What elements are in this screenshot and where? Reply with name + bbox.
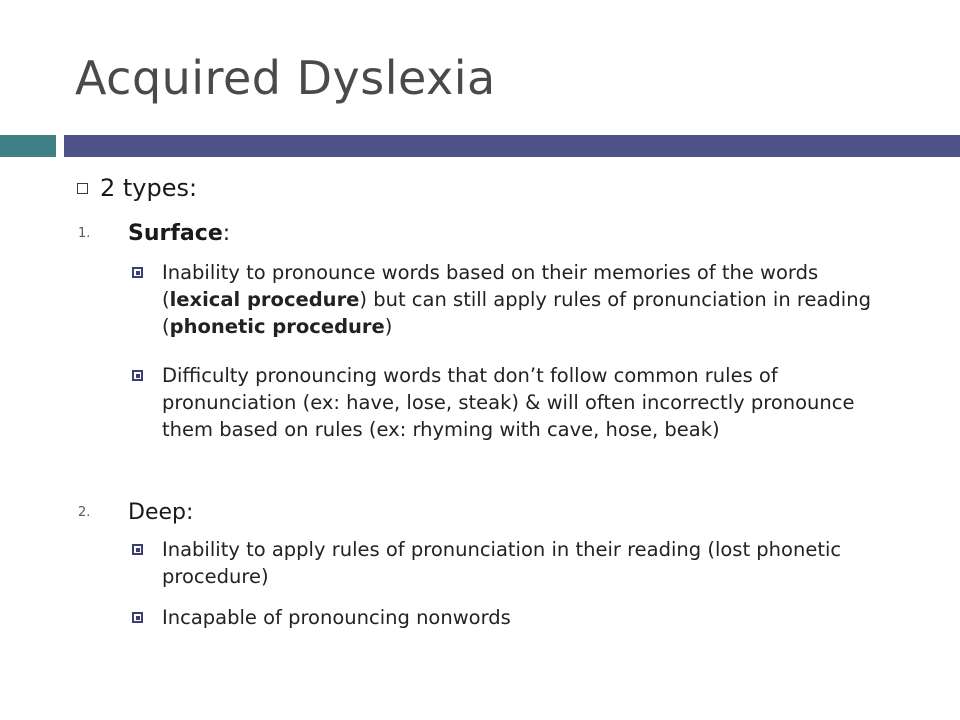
types-bullet-text: 2 types:	[100, 174, 198, 202]
surface-item-1-text-a: Inability to pronounce words based on their memories of the words (	[162, 261, 819, 311]
lexical-procedure-term: lexical procedure	[169, 288, 360, 311]
slide-title: Acquired Dyslexia	[75, 51, 496, 105]
section-heading-surface	[128, 218, 230, 250]
surface-heading-colon: :	[222, 221, 231, 246]
section-number-2: 2.	[78, 505, 91, 520]
square-bullet-icon	[132, 612, 143, 623]
surface-item-1-text-c: )	[384, 315, 393, 338]
phonetic-procedure-term: phonetic procedure	[169, 315, 385, 338]
surface-heading-label: Surface	[128, 221, 223, 246]
deep-item-1: Inability to apply rules of pronunciation in their reading (lost phonetic procedure)	[162, 538, 842, 588]
deep-item-2: Incapable of pronouncing nonwords	[162, 606, 511, 629]
square-bullet-icon	[132, 267, 143, 278]
square-bullet-icon	[132, 370, 143, 381]
surface-item-1	[162, 259, 882, 340]
section-heading-deep: Deep:	[128, 500, 194, 525]
square-bullet-icon	[132, 544, 143, 555]
hollow-square-icon	[77, 183, 88, 194]
surface-item-1-text-b: ) but can still apply rules of pronunciation in reading (	[162, 288, 871, 338]
indigo-accent-bar	[64, 135, 960, 157]
section-number-1: 1.	[78, 226, 91, 241]
teal-accent-bar	[0, 135, 56, 157]
surface-item-2: Difficulty pronouncing words that don’t follow common rules of pronunciation (ex: have, lose, steak) & will often incorrectly pronounce them based on rules (ex: rhyming with cave, hose, beak)	[162, 364, 855, 441]
